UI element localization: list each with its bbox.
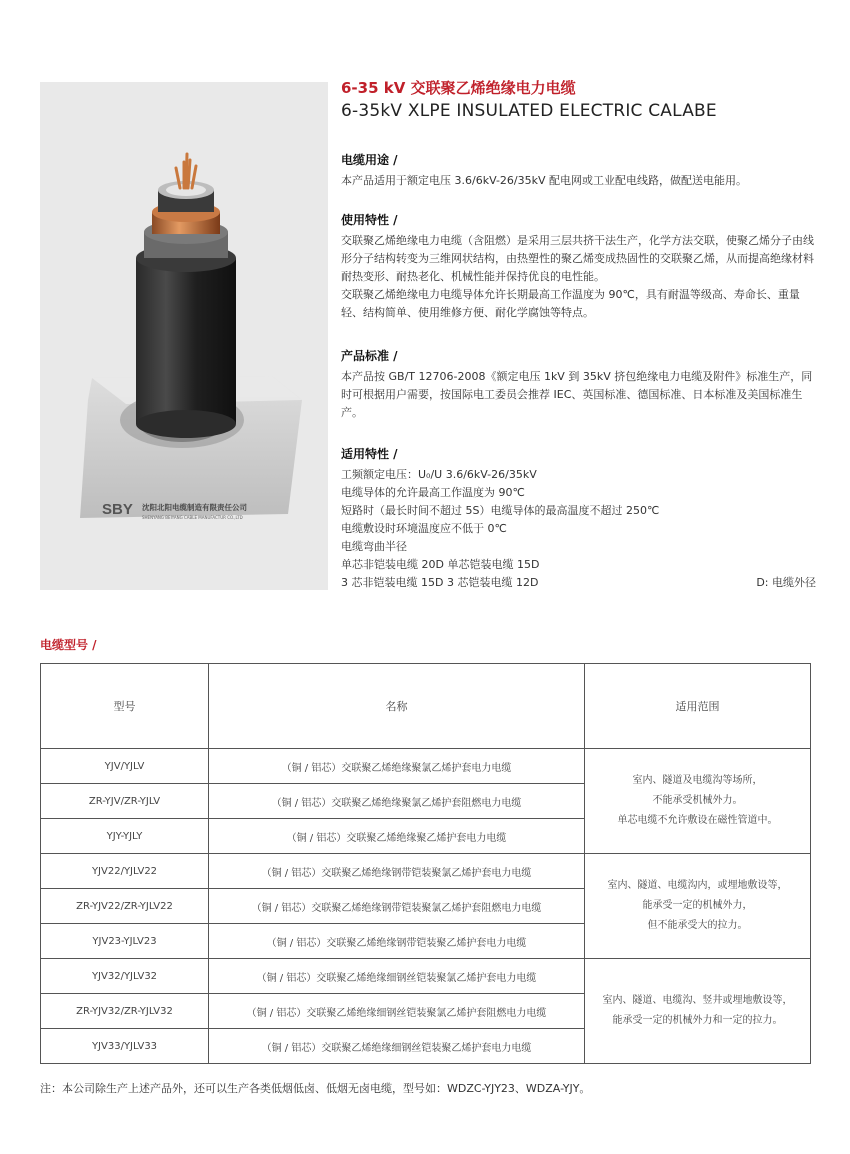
application-line: 单芯非铠装电缆 20D 单芯铠装电缆 15D bbox=[341, 558, 540, 571]
range-line: 室内、隧道、电缆沟、竖井或埋地敷设等， bbox=[602, 995, 793, 1006]
application-line-row bbox=[341, 574, 816, 592]
features-text-2: 交联聚乙烯绝缘电力电缆导体允许长期最高工作温度为 90℃，具有耐温等级高、寿命长、重量轻、结构简单、使用维修方便、耐化学腐蚀等特点。 bbox=[341, 288, 800, 319]
standard-text: 本产品按 GB/T 12706-2008《额定电压 1kV 到 35kV 挤包绝缘电力电缆及附件》标准生产，同时可根据用户需要，按国际电工委员会推荐 IEC、英国标准、德国标准、日本标准及美国标准生产。 bbox=[341, 370, 813, 419]
col-header-name: 名称 bbox=[209, 664, 585, 749]
table-row bbox=[41, 749, 811, 784]
product-photo bbox=[40, 82, 328, 590]
use-heading: 电缆用途 / bbox=[341, 153, 398, 167]
range-cell bbox=[585, 854, 811, 959]
name-cell: （铜 / 铝芯）交联聚乙烯绝缘钢带铠装聚乙烯护套电力电缆 bbox=[209, 924, 585, 959]
cable-model-table bbox=[40, 663, 811, 1064]
col-header-range: 适用范围 bbox=[585, 664, 811, 749]
name-cell: （铜 / 铝芯）交联聚乙烯绝缘聚乙烯护套电力电缆 bbox=[209, 819, 585, 854]
page-title-cn: 6-35 kV 交联聚乙烯绝缘电力电缆 bbox=[341, 79, 576, 97]
application-list bbox=[341, 466, 816, 592]
application-line: 3 芯非铠装电缆 15D 3 芯铠装电缆 12D bbox=[341, 576, 539, 589]
name-cell: （铜 / 铝芯）交联聚乙烯绝缘细钢丝铠装聚氯乙烯护套电力电缆 bbox=[209, 959, 585, 994]
application-line: 电缆敷设时环境温度应不低于 0℃ bbox=[341, 522, 507, 535]
logo-company-cn: 沈阳北阳电缆制造有限责任公司 bbox=[142, 503, 247, 512]
application-heading: 适用特性 / bbox=[341, 447, 398, 461]
model-cell: YJY-YJLY bbox=[41, 819, 209, 854]
model-cell: YJV23-YJLV23 bbox=[41, 924, 209, 959]
model-cell: YJV22/YJLV22 bbox=[41, 854, 209, 889]
table-row bbox=[41, 959, 811, 994]
model-cell: YJV33/YJLV33 bbox=[41, 1029, 209, 1064]
logo-mark: SBY bbox=[102, 501, 133, 518]
range-cell bbox=[585, 749, 811, 854]
range-line: 能承受一定的机械外力和一定的拉力。 bbox=[612, 1015, 783, 1026]
page-title-en: 6-35kV XLPE INSULATED ELECTRIC CALABE bbox=[341, 101, 717, 121]
model-cell: ZR-YJV/ZR-YJLV bbox=[41, 784, 209, 819]
footnote: 注：本公司除生产上述产品外，还可以生产各类低烟低卤、低烟无卤电缆，型号如：WDZC-YJY23、WDZA-YJY。 bbox=[40, 1082, 591, 1095]
range-line: 但不能承受大的拉力。 bbox=[647, 920, 748, 931]
model-cell: YJV32/YJLV32 bbox=[41, 959, 209, 994]
table-header-row bbox=[41, 664, 811, 749]
features-text-1: 交联聚乙烯绝缘电力电缆（含阻燃）是采用三层共挤干法生产，化学方法交联，使聚乙烯分子由线形分子结构转变为三维网状结构，由热塑性的聚乙烯变成热固性的交联聚乙烯，从而提高绝缘材料耐热变形、耐热老化、机械性能并保持优良的电性能。 bbox=[341, 234, 814, 283]
table-title: 电缆型号 / bbox=[40, 638, 97, 652]
name-cell: （铜 / 铝芯）交联聚乙烯绝缘钢带铠装聚氯乙烯护套阻燃电力电缆 bbox=[209, 889, 585, 924]
application-line: 工频额定电压：U₀/U 3.6/6kV-26/35kV bbox=[341, 468, 537, 481]
product-description bbox=[341, 78, 816, 592]
range-line: 室内、隧道、电缆沟内，或埋地敷设等， bbox=[607, 880, 788, 891]
cable-sample-illustration bbox=[40, 82, 328, 590]
model-cell: ZR-YJV32/ZR-YJLV32 bbox=[41, 994, 209, 1029]
company-logo bbox=[102, 501, 247, 520]
features-heading: 使用特性 / bbox=[341, 213, 398, 227]
col-header-model: 型号 bbox=[41, 664, 209, 749]
table-row bbox=[41, 854, 811, 889]
range-line: 不能承受机械外力。 bbox=[652, 795, 743, 806]
name-cell: （铜 / 铝芯）交联聚乙烯绝缘聚氯乙烯护套电力电缆 bbox=[209, 749, 585, 784]
range-line: 室内、隧道及电缆沟等场所， bbox=[632, 775, 763, 786]
application-line: 电缆弯曲半径 bbox=[341, 540, 407, 553]
use-text: 本产品适用于额定电压 3.6/6kV-26/35kV 配电网或工业配电线路，做配送电能用。 bbox=[341, 174, 748, 187]
standard-heading: 产品标准 / bbox=[341, 349, 398, 363]
range-cell bbox=[585, 959, 811, 1064]
range-line: 能承受一定的机械外力， bbox=[642, 900, 753, 911]
model-cell: ZR-YJV22/ZR-YJLV22 bbox=[41, 889, 209, 924]
diameter-note: D: 电缆外径 bbox=[756, 576, 816, 589]
model-cell: YJV/YJLV bbox=[41, 749, 209, 784]
name-cell: （铜 / 铝芯）交联聚乙烯绝缘细钢丝铠装聚氯乙烯护套阻燃电力电缆 bbox=[209, 994, 585, 1029]
name-cell: （铜 / 铝芯）交联聚乙烯绝缘细钢丝铠装聚乙烯护套电力电缆 bbox=[209, 1029, 585, 1064]
range-line: 单芯电缆不允许敷设在磁性管道中。 bbox=[617, 815, 778, 826]
application-line: 短路时（最长时间不超过 5S）电缆导体的最高温度不超过 250℃ bbox=[341, 504, 660, 517]
name-cell: （铜 / 铝芯）交联聚乙烯绝缘钢带铠装聚氯乙烯护套电力电缆 bbox=[209, 854, 585, 889]
name-cell: （铜 / 铝芯）交联聚乙烯绝缘聚氯乙烯护套阻燃电力电缆 bbox=[209, 784, 585, 819]
logo-company-en: SHENYANG BEIYANG CABLE MANUFACTUR CO.,LTD bbox=[142, 515, 243, 520]
application-line: 电缆导体的允许最高工作温度为 90℃ bbox=[341, 486, 525, 499]
